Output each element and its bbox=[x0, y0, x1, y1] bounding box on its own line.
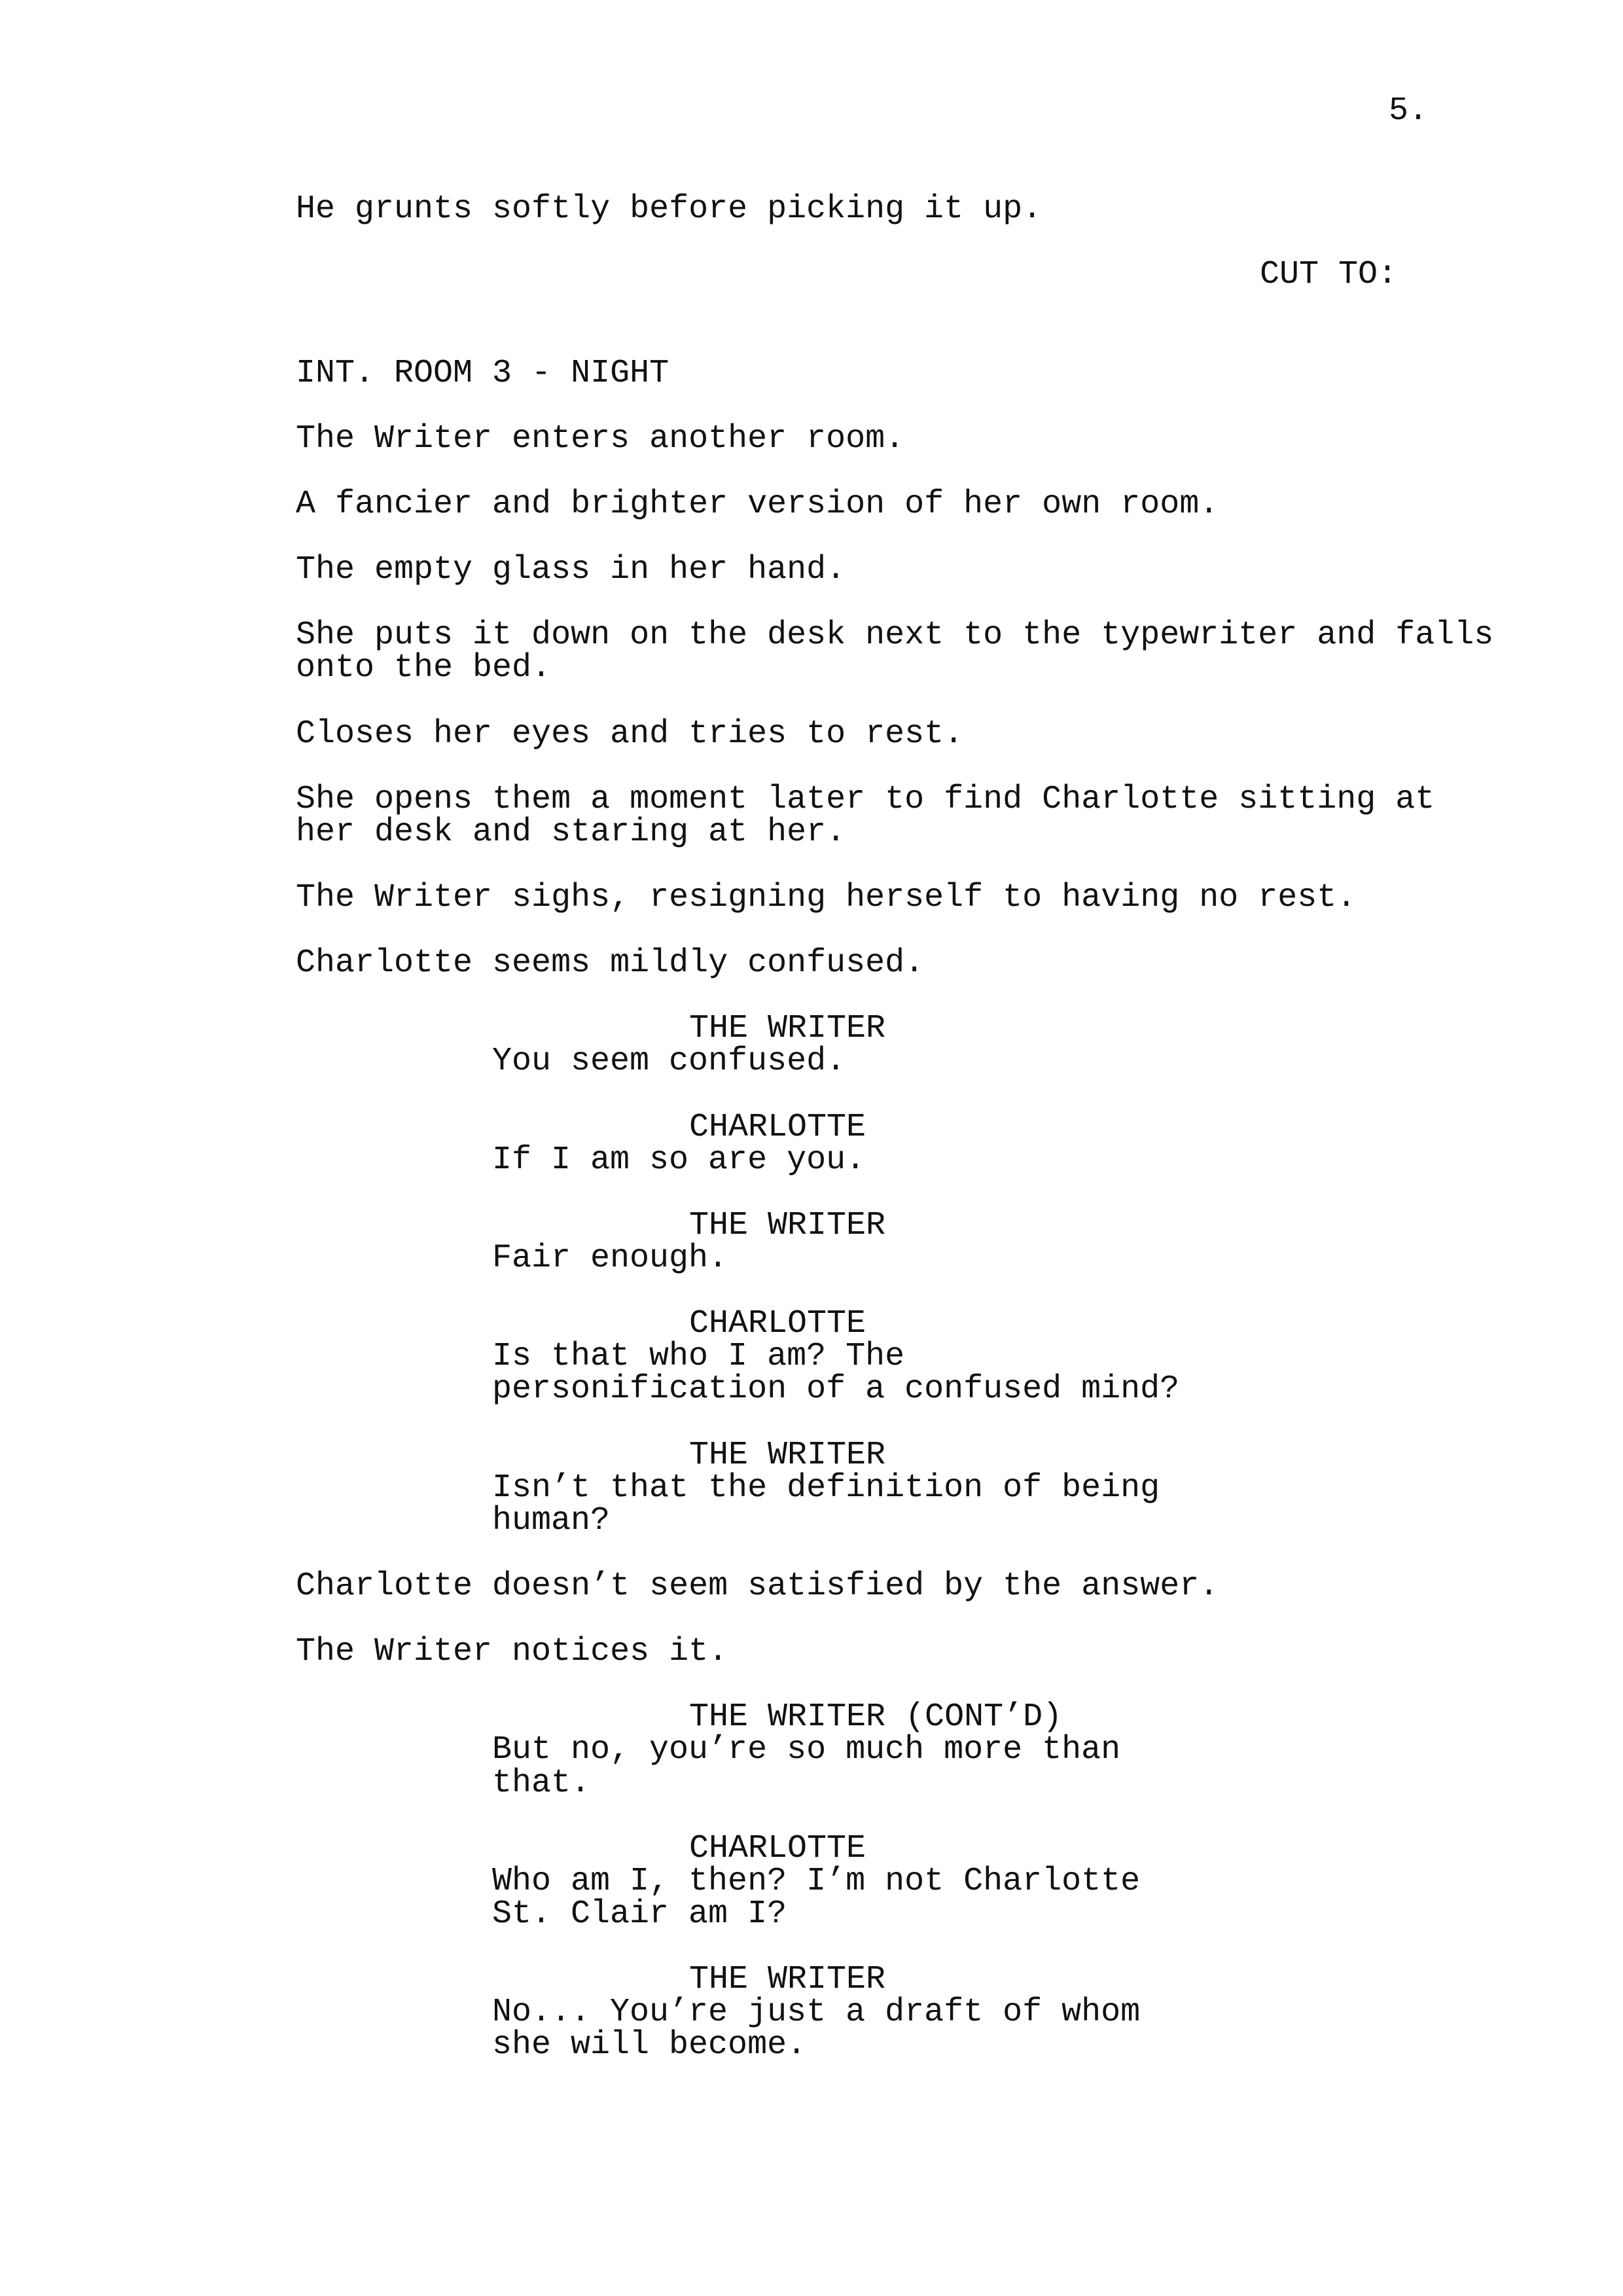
character-name: THE WRITER (CONT’D) bbox=[689, 1698, 1063, 1736]
dialogue-line: that. bbox=[492, 1765, 591, 1802]
dialogue-line: Isn’t that the definition of being bbox=[492, 1469, 1160, 1507]
dialogue-line: Who am I, then? I’m not Charlotte bbox=[492, 1863, 1141, 1900]
dialogue-line: But no, you’re so much more than bbox=[492, 1731, 1121, 1768]
action-line: She puts it down on the desk next to the typewriter and falls bbox=[296, 617, 1494, 654]
action-line: Charlotte seems mildly confused. bbox=[296, 944, 925, 982]
dialogue-line: St. Clair am I? bbox=[492, 1895, 787, 1933]
dialogue-line: No... You’re just a draft of whom bbox=[492, 1994, 1141, 2031]
character-name: THE WRITER bbox=[689, 1437, 886, 1474]
character-name: CHARLOTTE bbox=[689, 1305, 866, 1342]
action-line: A fancier and brighter version of her own room. bbox=[296, 486, 1219, 523]
dialogue-line: If I am so are you. bbox=[492, 1141, 866, 1179]
character-name: CHARLOTTE bbox=[689, 1109, 866, 1146]
action-line: Charlotte doesn’t seem satisfied by the answer. bbox=[296, 1568, 1219, 1605]
dialogue-line: You seem confused. bbox=[492, 1043, 846, 1080]
dialogue-line: personification of a confused mind? bbox=[492, 1371, 1180, 1408]
dialogue-line: Is that who I am? The bbox=[492, 1338, 905, 1375]
dialogue-line: human? bbox=[492, 1502, 611, 1539]
character-name: THE WRITER bbox=[689, 1010, 886, 1047]
action-line: The Writer sighs, resigning herself to having no rest. bbox=[296, 879, 1357, 916]
dialogue-line: Fair enough. bbox=[492, 1240, 728, 1277]
action-line: He grunts softly before picking it up. bbox=[296, 190, 1043, 228]
action-line: The Writer enters another room. bbox=[296, 420, 905, 457]
character-name: THE WRITER bbox=[689, 1961, 886, 1998]
action-line: The Writer notices it. bbox=[296, 1633, 728, 1670]
character-name: CHARLOTTE bbox=[689, 1830, 866, 1867]
character-name: THE WRITER bbox=[689, 1207, 886, 1244]
action-line: The empty glass in her hand. bbox=[296, 551, 846, 588]
scene-heading: INT. ROOM 3 - NIGHT bbox=[296, 355, 669, 392]
transition: CUT TO: bbox=[1260, 256, 1398, 293]
action-line: her desk and staring at her. bbox=[296, 814, 846, 851]
action-line: Closes her eyes and tries to rest. bbox=[296, 715, 964, 753]
page-number: 5. bbox=[1389, 92, 1429, 130]
action-line: onto the bed. bbox=[296, 649, 552, 687]
action-line: She opens them a moment later to find Charlotte sitting at bbox=[296, 781, 1435, 818]
dialogue-line: she will become. bbox=[492, 2026, 807, 2064]
